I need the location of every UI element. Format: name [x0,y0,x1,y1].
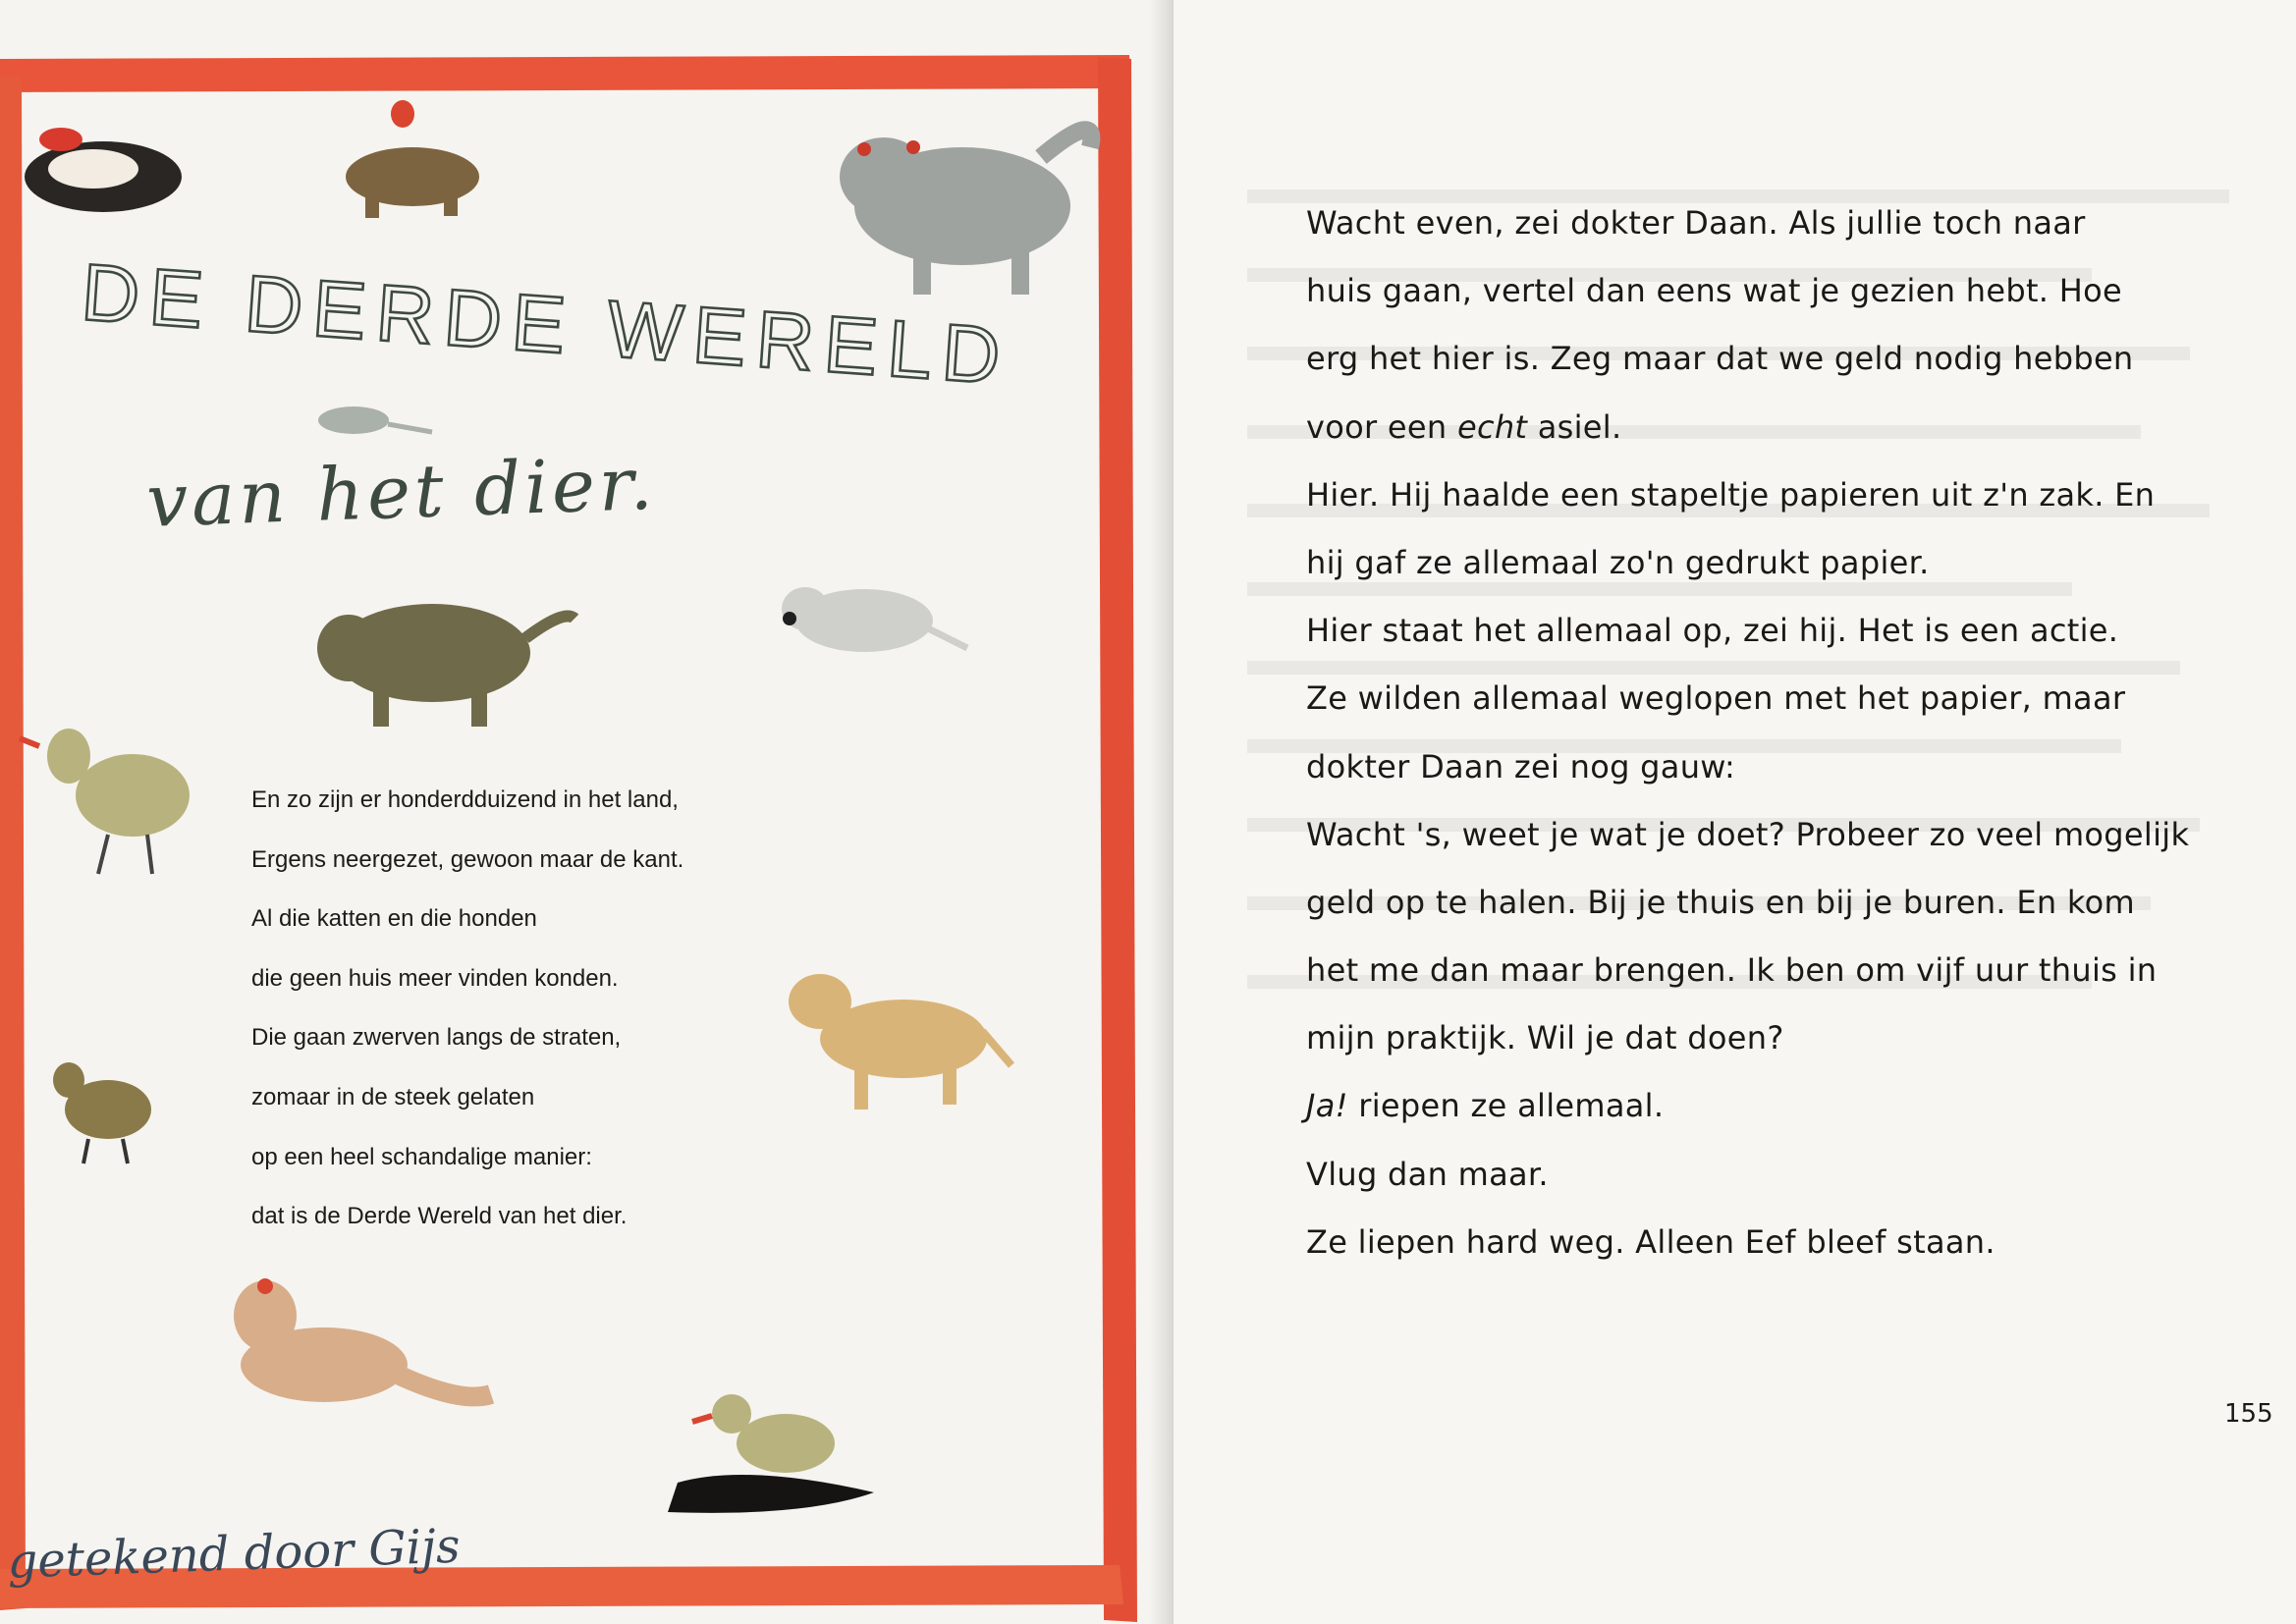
emphasis-echt: echt [1456,407,1528,446]
story-line: het me dan maar brengen. Ik ben om vijf uur thuis in [1306,951,2158,990]
artist-signature [0,1502,550,1620]
poem-line: op een heel schandalige manier: [251,1143,592,1170]
story-line: erg het hier is. Zeg maar dat we geld nodig hebben [1306,340,2134,378]
signature-text: getekend door Gijs [6,1518,462,1590]
story-line: voor een echt asiel. [1306,407,1622,446]
small-bird-drawing [53,1062,151,1164]
story-line: Wacht 's, weet je wat je doet? Probeer zo veel mogelijk [1306,815,2190,853]
poem-line: Al die katten en die honden [251,905,537,933]
story-line: geld op te halen. Bij je thuis en bij je buren. En kom [1306,883,2135,921]
tan-dog-drawing [789,974,1011,1110]
story-line: mijn praktijk. Wil je dat doen? [1306,1019,1784,1057]
poem-line: Ergens neergezet, gewoon maar de kant. [251,845,684,873]
brown-animal-drawing [346,100,479,218]
poem-line: Die gaan zwerven langs de straten, [251,1024,622,1052]
story-line: hij gaf ze allemaal zo'n gedrukt papier. [1306,543,1930,581]
poem-line: zomaar in de steek gelaten [251,1083,535,1110]
title-line-1: DE DERDE WERELD [78,247,1013,403]
yellow-bird-drawing [20,729,190,874]
story-line: Wacht even, zei dokter Daan. Als jullie toch naar [1306,204,2086,242]
poem-line: En zo zijn er honderdduizend in het land, [251,786,679,813]
story-line: Vlug dan maar. [1306,1155,1549,1193]
fox-drawing [234,1278,491,1402]
poem [251,785,801,1262]
story-line: dokter Daan zei nog gauw: [1306,747,1736,785]
story-line: Hier. Hij haalde een stapeltje papieren uit z'n zak. En [1306,475,2156,514]
white-dog-drawing [782,587,967,652]
turtle-drawing [25,128,182,212]
page-number: 155 [2224,1399,2273,1429]
poem-line: die geen huis meer vinden konden. [251,964,619,992]
emphasis-ja: Ja! [1306,1087,1348,1125]
title-line-2: van het dier. [144,441,658,544]
olive-cat-drawing [317,604,574,727]
duck-drawing [668,1394,874,1513]
story-text [1306,203,2269,1290]
hand-lettered-title [59,236,1080,560]
poem-line: dat is de Derde Wereld van het dier. [251,1203,628,1230]
story-line: Ja! riepen ze allemaal. [1306,1087,1665,1125]
story-line: Hier staat het allemaal op, zei hij. Het is een actie. [1306,612,2119,650]
story-line: huis gaan, vertel dan eens wat je gezien hebt. Hoe [1306,272,2122,310]
story-line: Ze wilden allemaal weglopen met het papier, maar [1306,679,2126,718]
story-line: Ze liepen hard weg. Alleen Eef bleef staan. [1306,1222,1995,1261]
